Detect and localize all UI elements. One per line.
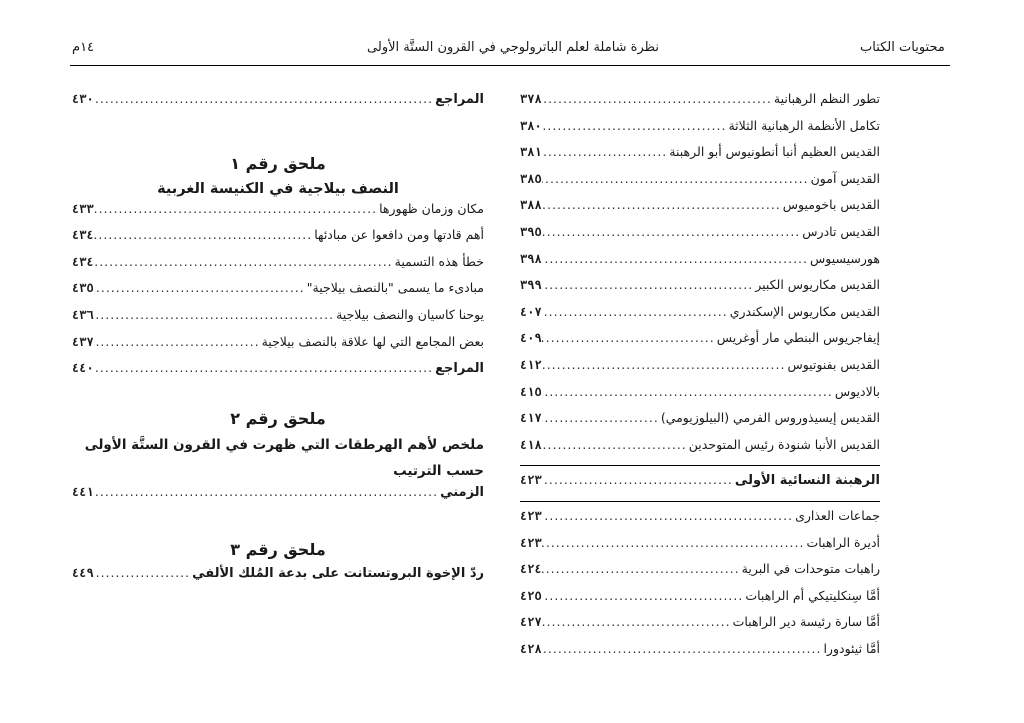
leader-dots [542,144,670,159]
toc-entry-title: القديس مكاريوس الإسكندري [729,303,880,319]
leader-dots [542,118,729,133]
toc-entry-page: ٤١٧ [520,411,542,426]
toc-section-title: الرهبنة النسائية الأولى [734,473,880,489]
toc-entry-title: القديس باخوميوس [782,197,880,213]
toc-entry [520,535,880,562]
toc-entry-page: ٣٩٨ [520,251,542,266]
toc-references-entry [72,91,484,118]
leader-dots [542,171,811,186]
toc-entry-title: القديس بفنوتيوس [787,356,880,372]
toc-entry [520,357,880,384]
toc-entry [520,91,880,118]
toc-entry [520,330,880,357]
toc-entry-page: ٤١٨ [520,437,542,452]
toc-entry-title: أهم قادتها ومن دافعوا عن مبادئها [314,227,484,243]
leader-dots [94,307,336,322]
section-rule [520,465,880,466]
leader-dots [542,472,735,487]
appendix-1-heading: ملحق رقم ١ [230,153,326,173]
toc-entry [72,484,484,511]
header-rule [70,65,950,66]
toc-entry-page: ٤٤٠ [72,361,94,376]
toc-entry-page: ٤٤١ [72,484,94,499]
toc-entry-title: القديس إيسيذوروس الفرمي (البيلوزيومي) [660,410,880,426]
toc-entry-title: هورسيسيوس [810,250,880,266]
toc-entry [520,277,880,304]
leader-dots [542,91,774,106]
toc-entry-page: ٤٣٤ [72,254,94,269]
toc-entry-page: ٣٩٩ [520,278,542,293]
leader-dots [542,588,746,603]
leader-dots [94,484,440,499]
toc-entry-title: تطور النظم الرهبانية [773,91,880,106]
toc-entry-page: ٤١٥ [520,384,542,399]
appendix-3-heading: ملحق رقم ٣ [230,540,326,560]
toc-entry-page: ٤١٢ [520,357,542,372]
leader-dots [94,227,315,242]
toc-entry-page: ٤٣٥ [72,281,94,296]
toc-entry-page: ٤٢٨ [520,641,542,656]
leader-dots [94,201,379,216]
leader-dots [542,384,835,399]
toc-entry-page: ٤٠٧ [520,304,542,319]
toc-entry-title: تكامل الأنظمة الرهبانية الثلاثة [728,117,880,133]
toc-entry [72,201,484,228]
leader-dots [542,561,742,576]
header-section-title: محتويات الكتاب [860,40,945,55]
toc-entry-title: المراجع [435,92,484,107]
toc-entry-title: القديس الأنبا شنودة رئيس المتوحدين [688,436,880,452]
toc-entry [520,437,880,464]
leader-dots [542,357,788,372]
toc-left-column [72,91,484,592]
toc-entry-title: مبادىء ما يسمى "بالنصف بيلاجية" [306,280,484,296]
toc-entry [72,307,484,334]
toc-entry [520,251,880,278]
toc-entry-title: راهبات متوحدات في البرية [741,561,880,577]
leader-dots [542,251,810,266]
toc-entry-page: ٣٨١ [520,145,542,160]
toc-entry-title: القديس مكاريوس الكبير [755,277,880,293]
toc-entry-title: القديس تادرس [802,223,880,239]
toc-entry-title: أمَّا سِنكليتيكي أم الراهبات [745,587,880,603]
toc-entry [72,254,484,281]
toc-entry-page: ٣٨٥ [520,171,542,186]
toc-entry-page: ٤٣٦ [72,307,94,322]
leader-dots [542,508,795,523]
toc-entry [520,614,880,641]
toc-section-page: ٤٢٣ [520,473,542,488]
toc-entry-title: أديرة الراهبات [806,534,880,550]
toc-entry-page: ٤٢٤ [520,562,542,577]
toc-entry [72,360,484,387]
toc-entry [520,118,880,145]
appendix-2-title-line: ملخص لأهم الهرطقات التي ظهرت في القرون الستَّة الأولى حسب الترتيب [84,436,484,479]
toc-entry-title: القديس آمون [810,170,880,186]
toc-entry [520,144,880,171]
toc-entry-title: القديس العظيم أنبا أنطونيوس أبو الرهبنة [669,144,880,160]
toc-entry-page: ٤٣٣ [72,201,94,216]
leader-dots [94,360,435,375]
toc-entry-page: ٤٢٥ [520,588,542,603]
toc-entry [72,565,484,592]
toc-entry [520,508,880,535]
toc-entry [72,280,484,307]
toc-entry [520,410,880,437]
toc-entry [520,588,880,615]
leader-dots [94,565,192,580]
leader-dots [94,254,395,269]
toc-entry-title: جماعات العذارى [795,507,880,523]
leader-dots [542,614,733,629]
appendix-1-subheading: النصف بيلاجية في الكنيسة الغربية [157,180,399,197]
toc-entry-page: ٤٣٠ [72,92,94,106]
toc-entry-page: ٤٢٣ [520,535,542,550]
toc-entry-title: المراجع [435,361,484,377]
leader-dots [542,641,824,656]
toc-section-entry [520,472,880,499]
toc-entry-title: خطأ هذه التسمية [394,253,484,269]
toc-entry-title: بعض المجامع التي لها علاقة بالنصف بيلاجية [261,333,484,349]
leader-dots [94,334,262,349]
toc-entry-page: ٤٤٩ [72,566,94,581]
toc-entry-page: ٣٨٨ [520,198,542,213]
toc-entry-page: ٤٠٩ [520,331,542,346]
toc-entry [520,171,880,198]
appendix-2-heading: ملحق رقم ٢ [230,408,326,428]
header-book-title: نظرة شاملة لعلم الباترولوجي في القرون الستَّة الأولى [367,40,659,55]
toc-entry-title: مكان وزمان ظهورها [379,200,484,216]
toc-entry-page: ٤٣٤ [72,228,94,243]
leader-dots [542,224,803,239]
toc-entry-page: ٣٨٠ [520,118,542,133]
leader-dots [542,535,807,550]
toc-entry-title: أمَّا ثيئودورا [823,640,880,656]
toc-entry-page: ٤٢٧ [520,615,542,630]
toc-entry [520,304,880,331]
toc-entry-page: ٤٢٣ [520,508,542,523]
leader-dots [94,280,307,295]
section-rule [520,501,880,502]
toc-entry-page: ٣٧٨ [520,92,542,106]
leader-dots [94,91,435,106]
leader-dots [542,437,689,452]
toc-entry [520,197,880,224]
toc-entry-title: الزمني [440,484,484,500]
toc-entry-title: بالاديوس [834,383,880,399]
toc-entry [72,227,484,254]
toc-entry [520,561,880,588]
toc-entry [72,334,484,361]
leader-dots [542,330,717,345]
toc-entry-page: ٤٣٧ [72,334,94,349]
toc-entry-page: ٣٩٥ [520,224,542,239]
toc-entry [520,384,880,411]
leader-dots [542,277,756,292]
toc-right-column [520,91,880,667]
toc-entry [520,641,880,668]
toc-entry-title: يوحنا كاسيان والنصف بيلاجية [336,306,484,322]
toc-entry-title: إيفاجريوس البنطي مار أوغريس [716,330,880,346]
toc-entry-title: أمَّا سارة رئيسة دير الراهبات [732,614,880,630]
leader-dots [542,410,661,425]
header-page-number: ١٤م [72,40,95,55]
toc-entry [520,224,880,251]
leader-dots [542,304,730,319]
toc-entry-title: ردّ الإخوة البروتستانت على بدعة المُلك الألفي [192,566,484,582]
leader-dots [542,197,783,212]
